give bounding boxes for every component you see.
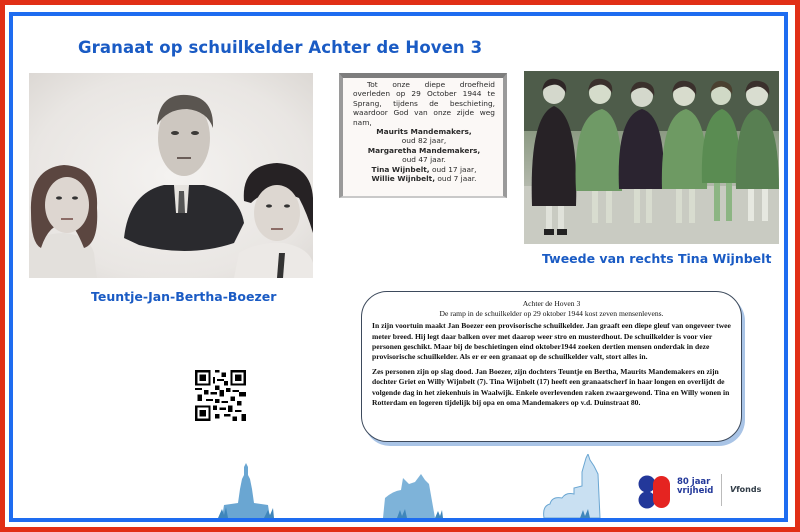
church-tower-icon	[216, 463, 280, 518]
vfonds-mark-icon: V	[730, 485, 737, 494]
sponsor-logos	[632, 470, 767, 510]
clipping-line: Margaretha Mandemakers,	[367, 145, 481, 155]
story-paragraph: In zijn voortuin maakt Jan Boezer een provisorische schuilkelder. Jan graaft een diepe gleuf van ongeveer twee meter breed. Hij legt daar balken over met daarop weer stro en musterdhout. De schuilkelder is voor vier personen geschikt. Maar bij de beschietingen eind oktober1944 zoeken dertien mensen onderdak in deze provisorische schuilkelder. Als er er een granaat op de schuilkelder valt, stort alles in.	[372, 321, 731, 362]
story-text-box	[361, 291, 742, 442]
obituary-clipping	[339, 73, 507, 198]
clipping-line: Tina Wijnbelt, oud 17 jaar,	[371, 164, 477, 174]
church-spire-icon	[542, 454, 610, 518]
castle-ruin-icon	[383, 466, 443, 518]
page-title: Granaat op schuilkelder Achter de Hoven 3	[78, 38, 483, 57]
clipping-line: oud 47 jaar.	[402, 155, 446, 165]
clipping-line: oud 82 jaar,	[401, 136, 447, 146]
group-photo	[524, 71, 779, 244]
80-jaar-vrijheid-logo-icon	[638, 475, 672, 509]
group-photo-caption: Tweede van rechts Tina Wijnbelt	[542, 251, 772, 266]
clipping-line: Willie Wijnbelt, oud 7 jaar.	[371, 174, 477, 184]
story-subheading: De ramp in de schuilkelder op 29 oktober 1944 kost zeven mensenlevens.	[439, 308, 664, 318]
80-jaar-vrijheid-logo-text: 80 jaar vrijheid	[677, 477, 714, 496]
clipping-line: Maurits Mandemakers,	[376, 127, 472, 137]
family-portrait-photo	[29, 73, 313, 278]
clipping-intro: Tot onze diepe droefheid overleden op 29 October 1944 te Sprang, tijdens de beschieting, waardoor God van onze zijde weg nam,	[353, 80, 495, 127]
family-portrait-image	[29, 73, 313, 278]
story-paragraph: Zes personen zijn op slag dood. Jan Boezer, zijn dochters Teuntje en Bertha, Maurits Mandemakers en zijn dochter Griet en Willy Wijnbelt (7). Tina Wijnbelt (17) heeft een granaatscherf in haar longen en overlijdt de volgende dag in het ziekenhuis in Waalwijk. Enkele overlevenden raken zwaargewond. Tina en Willy wonen in Rotterdam en logeren tijdelijk bij opa en oma Mandemakers op v.d. Duinstraat 80.	[372, 366, 730, 408]
story-heading: Achter de Hoven 3	[522, 299, 581, 308]
qr-code-icon[interactable]	[193, 368, 248, 423]
group-photo-image	[524, 71, 779, 244]
family-photo-caption: Teuntje-Jan-Bertha-Boezer	[91, 289, 277, 304]
logo-divider	[721, 474, 722, 506]
vfonds-logo: Vfonds	[730, 485, 762, 494]
